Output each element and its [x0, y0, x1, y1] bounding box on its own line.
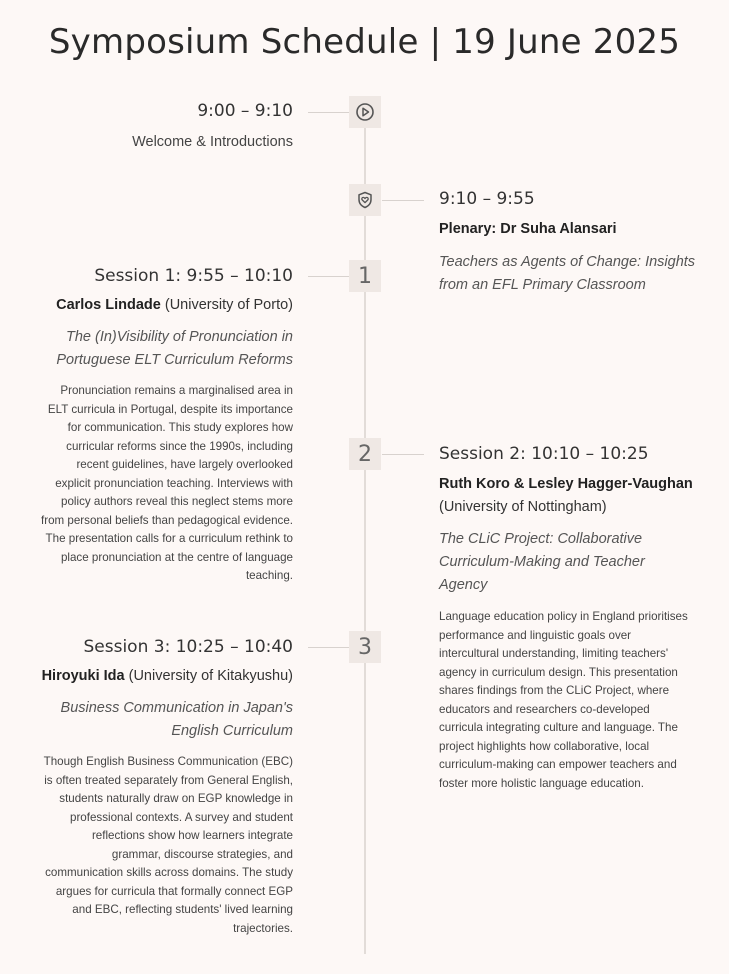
welcome-title: Welcome & Introductions	[132, 134, 293, 150]
plenary-speaker	[439, 218, 709, 241]
session1-talk-title: The (In)Visibility of Pronunciation in Portuguese ELT Curriculum Reforms	[56, 329, 293, 368]
connector-line	[308, 647, 350, 648]
play-circle-icon	[349, 96, 381, 128]
welcome-time: 9:00 – 9:10	[197, 101, 293, 121]
plenary-time: 9:10 – 9:55	[439, 189, 535, 209]
session2-talk-title: The CLiC Project: Collaborative Curriculum-Making and Teacher Agency	[439, 531, 645, 593]
connector-line	[308, 112, 350, 113]
session2-number: 2	[349, 438, 381, 470]
session2-speaker	[439, 473, 704, 519]
session2-abstract: Language education policy in England prioritises performance and linguistic goals over intercultural understanding, limiting teachers' agency in curriculum design. This presentation shares findings from the CLiC Project, where educators and researchers co-developed curricula integrating culture and language. The project highlights how collaborative, local curriculum-making can empower teachers and foster more holistic language education.	[439, 610, 688, 790]
session2-speaker-name: Ruth Koro & Lesley Hagger-Vaughan	[439, 476, 693, 492]
session2-time: Session 2: 10:10 – 10:25	[439, 444, 649, 464]
plenary-talk-title: Teachers as Agents of Change: Insights from an EFL Primary Classroom	[439, 254, 696, 293]
session3-time: Session 3: 10:25 – 10:40	[83, 637, 293, 657]
timeline-line	[364, 98, 366, 954]
session3-talk-title: Business Communication in Japan's English Curriculum	[60, 700, 293, 739]
shield-heart-icon	[349, 184, 381, 216]
connector-line	[382, 200, 424, 201]
session3-number: 3	[349, 631, 381, 663]
session1-speaker-name: Carlos Lindade	[56, 297, 161, 313]
connector-line	[382, 454, 424, 455]
connector-line	[308, 276, 350, 277]
session1-time: Session 1: 9:55 – 10:10	[94, 266, 293, 286]
plenary-speaker-name: Plenary: Dr Suha Alansari	[439, 221, 617, 237]
session3-speaker	[40, 665, 293, 688]
session1-number: 1	[349, 260, 381, 292]
page-title: Symposium Schedule | 19 June 2025	[48, 22, 681, 62]
session3-speaker-name: Hiroyuki Ida	[41, 668, 125, 684]
session1-speaker	[40, 294, 293, 317]
session3-abstract: Though English Business Communication (EBC) is often treated separately from General English, students naturally draw on EGP knowledge in professional contexts. A survey and student reflections show how learners integrate grammar, discourse strategies, and communication skills across domains. The study argues for curricula that formally connect EGP and EBC, reflecting students' lived learning trajectories.	[43, 755, 293, 935]
session3-speaker-affiliation: (University of Kitakyushu)	[128, 668, 293, 684]
session1-speaker-affiliation: (University of Porto)	[164, 297, 293, 313]
session1-abstract: Pronunciation remains a marginalised area in ELT curricula in Portugal, despite its importance for communication. This study explores how curricular reforms since the 1990s, including recent guidelines, have largely overlooked explicit pronunciation teaching. Interviews with policy authors reveal this neglect stems more from personal beliefs than pedagogical evidence. The presentation calls for a curriculum rethink to place pronunciation at the centre of language teaching.	[40, 384, 293, 582]
session2-speaker-affiliation: (University of Nottingham)	[439, 499, 607, 515]
